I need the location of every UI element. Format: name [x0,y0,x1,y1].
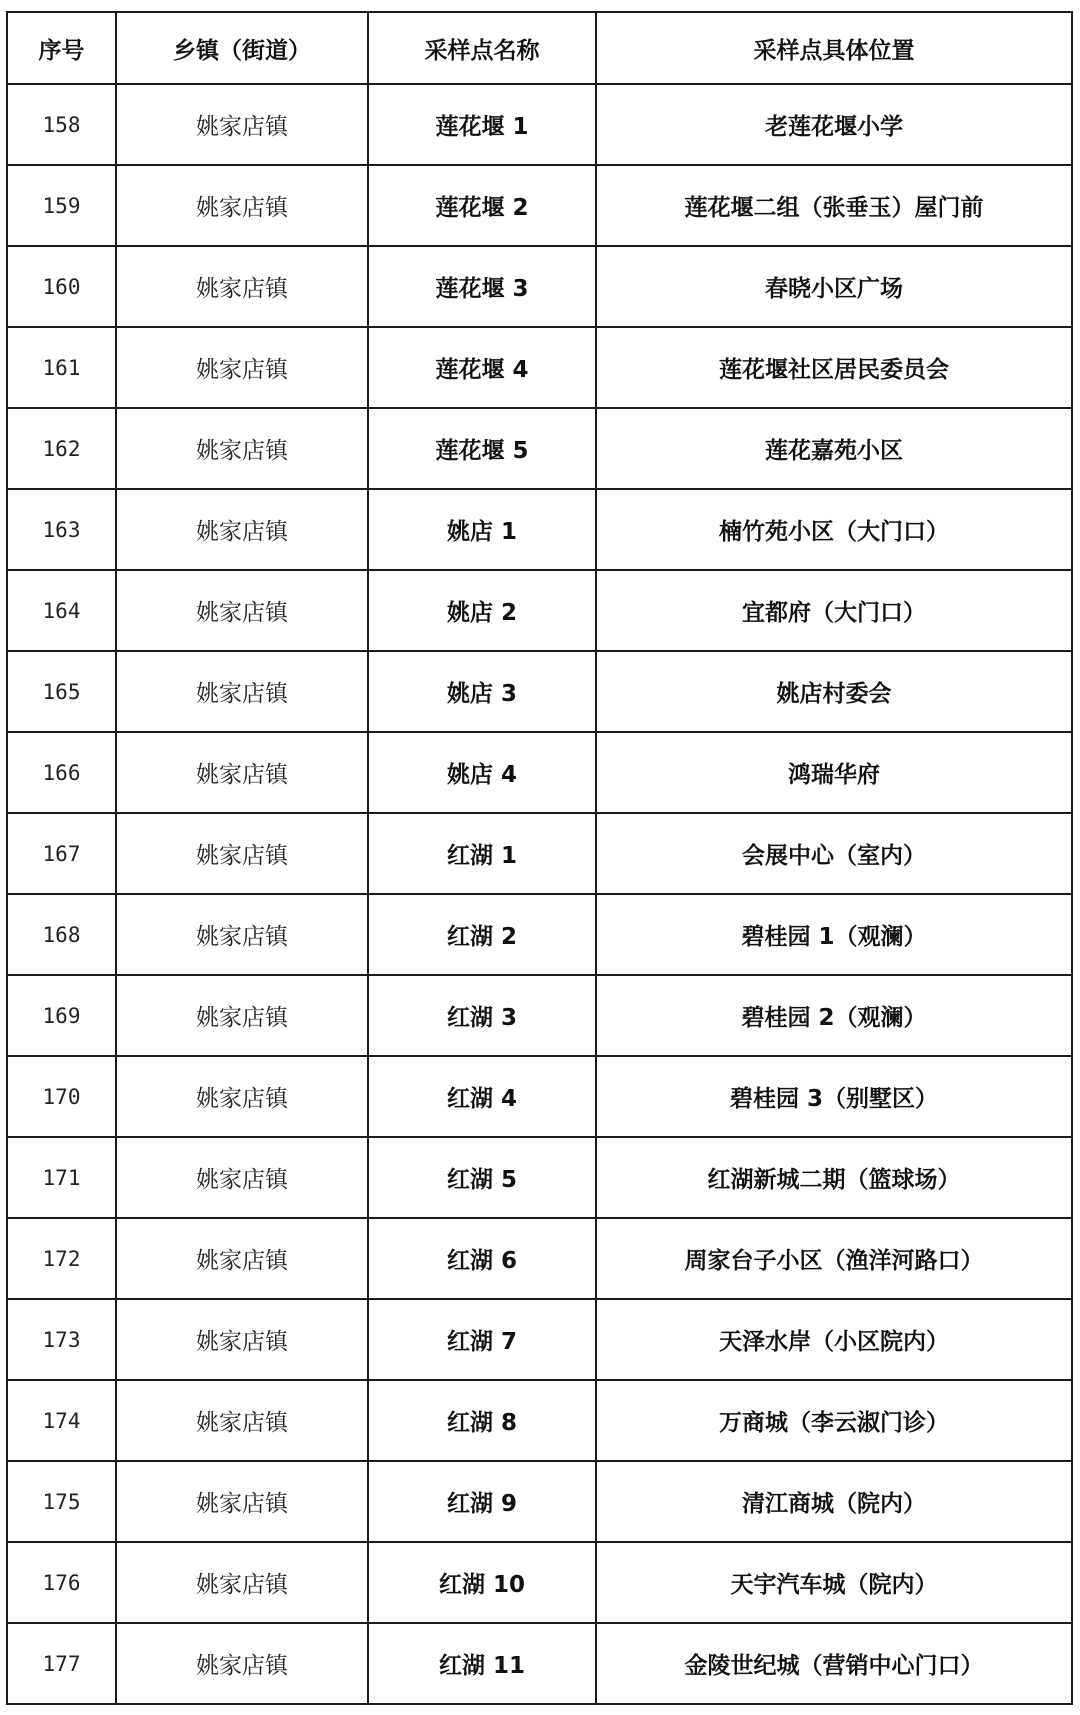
cell-serial-number: 158 [7,84,116,165]
table-row [7,1218,1072,1299]
table-row [7,894,1072,975]
cell-town: 姚家店镇 [116,1623,368,1704]
cell-site-name: 莲花堰 1 [368,84,596,165]
cell-site-location: 姚店村委会 [596,651,1072,732]
cell-serial-number: 170 [7,1056,116,1137]
cell-town: 姚家店镇 [116,327,368,408]
table-row [7,1056,1072,1137]
cell-site-name: 红湖 4 [368,1056,596,1137]
table-row [7,408,1072,489]
cell-town: 姚家店镇 [116,165,368,246]
cell-site-location: 天泽水岸（小区院内） [596,1299,1072,1380]
cell-site-location: 莲花堰二组（张垂玉）屋门前 [596,165,1072,246]
cell-serial-number: 167 [7,813,116,894]
cell-site-name: 姚店 1 [368,489,596,570]
table-row [7,1380,1072,1461]
sampling-sites-table [6,11,1073,1705]
table-row [7,84,1072,165]
cell-town: 姚家店镇 [116,84,368,165]
cell-serial-number: 159 [7,165,116,246]
table-row [7,1461,1072,1542]
cell-serial-number: 175 [7,1461,116,1542]
cell-site-name: 莲花堰 2 [368,165,596,246]
cell-serial-number: 164 [7,570,116,651]
cell-serial-number: 169 [7,975,116,1056]
cell-serial-number: 168 [7,894,116,975]
cell-site-location: 天宇汽车城（院内） [596,1542,1072,1623]
cell-town: 姚家店镇 [116,570,368,651]
cell-serial-number: 172 [7,1218,116,1299]
cell-site-name: 红湖 1 [368,813,596,894]
cell-site-location: 春晓小区广场 [596,246,1072,327]
cell-serial-number: 166 [7,732,116,813]
cell-serial-number: 162 [7,408,116,489]
table-row [7,813,1072,894]
header-town: 乡镇（街道） [116,12,368,84]
table-row [7,165,1072,246]
cell-town: 姚家店镇 [116,1461,368,1542]
cell-town: 姚家店镇 [116,732,368,813]
cell-site-name: 红湖 9 [368,1461,596,1542]
cell-serial-number: 173 [7,1299,116,1380]
cell-site-name: 姚店 3 [368,651,596,732]
cell-town: 姚家店镇 [116,408,368,489]
cell-serial-number: 177 [7,1623,116,1704]
table-row [7,1623,1072,1704]
cell-site-location: 老莲花堰小学 [596,84,1072,165]
cell-town: 姚家店镇 [116,1056,368,1137]
cell-site-location: 楠竹苑小区（大门口） [596,489,1072,570]
cell-town: 姚家店镇 [116,1380,368,1461]
cell-site-location: 碧桂园 1（观澜） [596,894,1072,975]
cell-site-name: 红湖 6 [368,1218,596,1299]
cell-site-location: 清江商城（院内） [596,1461,1072,1542]
table-body [7,84,1072,1704]
cell-site-location: 碧桂园 2（观澜） [596,975,1072,1056]
header-site-location: 采样点具体位置 [596,12,1072,84]
cell-site-name: 红湖 8 [368,1380,596,1461]
table-row [7,570,1072,651]
cell-site-name: 红湖 3 [368,975,596,1056]
table-row [7,489,1072,570]
table-row [7,1542,1072,1623]
table-row [7,732,1072,813]
cell-site-name: 莲花堰 4 [368,327,596,408]
cell-site-name: 红湖 10 [368,1542,596,1623]
cell-site-location: 周家台子小区（渔洋河路口） [596,1218,1072,1299]
table-row [7,651,1072,732]
cell-town: 姚家店镇 [116,813,368,894]
cell-town: 姚家店镇 [116,894,368,975]
header-serial-number: 序号 [7,12,116,84]
cell-site-location: 金陵世纪城（营销中心门口） [596,1623,1072,1704]
cell-site-location: 鸿瑞华府 [596,732,1072,813]
cell-site-name: 红湖 11 [368,1623,596,1704]
cell-site-name: 红湖 7 [368,1299,596,1380]
cell-site-location: 红湖新城二期（篮球场） [596,1137,1072,1218]
cell-town: 姚家店镇 [116,1299,368,1380]
cell-town: 姚家店镇 [116,246,368,327]
cell-town: 姚家店镇 [116,1542,368,1623]
cell-site-name: 莲花堰 3 [368,246,596,327]
table-row [7,975,1072,1056]
cell-serial-number: 160 [7,246,116,327]
cell-town: 姚家店镇 [116,975,368,1056]
sampling-sites-table-container [6,11,1071,1705]
cell-serial-number: 171 [7,1137,116,1218]
table-row [7,1137,1072,1218]
table-row [7,327,1072,408]
table-row [7,246,1072,327]
cell-town: 姚家店镇 [116,651,368,732]
cell-site-name: 红湖 5 [368,1137,596,1218]
cell-site-name: 红湖 2 [368,894,596,975]
header-site-name: 采样点名称 [368,12,596,84]
cell-town: 姚家店镇 [116,1218,368,1299]
cell-serial-number: 176 [7,1542,116,1623]
cell-site-name: 姚店 4 [368,732,596,813]
table-row [7,1299,1072,1380]
cell-serial-number: 161 [7,327,116,408]
cell-site-location: 莲花嘉苑小区 [596,408,1072,489]
cell-town: 姚家店镇 [116,1137,368,1218]
cell-site-location: 会展中心（室内） [596,813,1072,894]
cell-site-location: 万商城（李云淑门诊） [596,1380,1072,1461]
cell-site-location: 莲花堰社区居民委员会 [596,327,1072,408]
cell-serial-number: 174 [7,1380,116,1461]
cell-site-name: 莲花堰 5 [368,408,596,489]
cell-town: 姚家店镇 [116,489,368,570]
cell-site-name: 姚店 2 [368,570,596,651]
cell-site-location: 碧桂园 3（别墅区） [596,1056,1072,1137]
table-header-row [7,12,1072,84]
cell-serial-number: 165 [7,651,116,732]
cell-site-location: 宜都府（大门口） [596,570,1072,651]
cell-serial-number: 163 [7,489,116,570]
